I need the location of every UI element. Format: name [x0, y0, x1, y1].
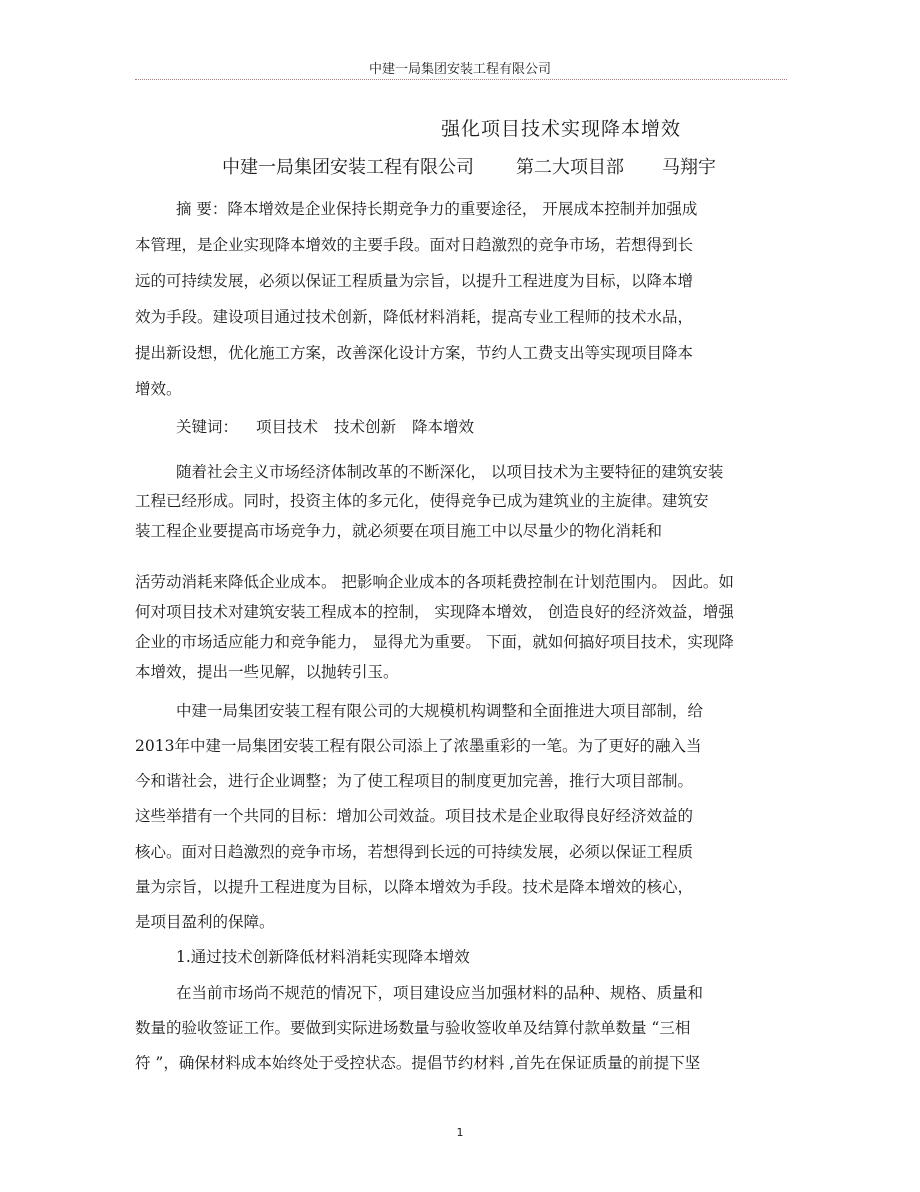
body-line: 今和谐社会，进行企业调整；为了使工程项目的制度更加完善，推行大项目部制。 [135, 772, 694, 790]
abstract-line: 本管理，是企业实现降本增效的主要手段。面对日趋激烈的竞争市场，若想得到长 [135, 236, 694, 254]
body-line: 随着社会主义市场经济体制改革的不断深化， 以项目技术为主要特征的建筑安装 [176, 463, 724, 481]
body-line: 中建一局集团安装工程有限公司的大规模机构调整和全面推进大项目部制，给 [176, 702, 704, 720]
header-divider [135, 79, 787, 80]
body-line: 工程已经形成。同时，投资主体的多元化，使得竞争已成为建筑业的主旋律。建筑安 [135, 492, 709, 510]
abstract-line: 效为手段。建设项目通过技术创新，降低材料消耗，提高专业工程师的技术水品， [135, 308, 694, 326]
abstract-line: 增效。 [135, 380, 182, 398]
body-line: 2013年中建一局集团安装工程有限公司添上了浓墨重彩的一笔。为了更好的融入当 [135, 737, 702, 755]
keyword-item: 技术创新 [334, 418, 397, 436]
keywords-label: 关键词： [176, 418, 239, 436]
body-line: 这些举措有一个共同的目标：增加公司效益。项目技术是企业取得良好经济效益的 [135, 807, 694, 825]
body-line: 核心。面对日趋激烈的竞争市场，若想得到长远的可持续发展，必须以保证工程质 [135, 843, 694, 861]
byline-author: 马翔宇 [662, 157, 716, 178]
running-header: 中建一局集团安装工程有限公司 [368, 62, 551, 77]
body-line: 是项目盈利的保障。 [135, 913, 275, 931]
page-number: 1 [456, 1126, 464, 1139]
body-line: 企业的市场适应能力和竞争能力， 显得尤为重要。 下面，就如何搞好项目技术，实现降 [135, 633, 734, 651]
body-line: 符 ”，确保材料成本始终处于受控状态。提倡节约材料 ,首先在保证质量的前提下坚 [135, 1054, 701, 1072]
byline-dept: 第二大项目部 [516, 157, 624, 178]
body-line: 何对项目技术对建筑安装工程成本的控制， 实现降本增效， 创造良好的经济效益，增强 [135, 603, 734, 621]
abstract-line: 远的可持续发展，必须以保证工程质量为宗旨，以提升工程进度为目标，以降本增 [135, 272, 694, 290]
byline [222, 153, 716, 179]
section-heading: 1.通过技术创新降低材料消耗实现降本增效 [176, 948, 470, 966]
keywords [176, 415, 474, 437]
body-line: 在当前市场尚不规范的情况下，项目建设应当加强材料的品种、规格、质量和 [176, 984, 704, 1002]
body-line: 本增效，提出一些见解，以抛转引玉。 [135, 663, 399, 681]
keyword-item: 项目技术 [256, 418, 319, 436]
body-line: 活劳动消耗来降低企业成本。 把影响企业成本的各项耗费控制在计划范围内。 因此。如 [135, 573, 734, 591]
body-line: 数量的验收签证工作。要做到实际进场数量与验收签收单及结算付款单数量 “三相 [135, 1019, 691, 1037]
article-title: 强化项目技术实现降本增效 [441, 118, 682, 140]
abstract-line: 提出新设想，优化施工方案，改善深化设计方案，节约人工费支出等实现项目降本 [135, 344, 694, 362]
body-line: 量为宗旨，以提升工程进度为目标，以降本增效为手段。技术是降本增效的核心， [135, 878, 694, 896]
byline-company: 中建一局集团安装工程有限公司 [222, 157, 474, 178]
keyword-item: 降本增效 [412, 418, 475, 436]
body-line: 装工程企业要提高市场竞争力，就必须要在项目施工中以尽量少的物化消耗和 [135, 522, 663, 540]
abstract-line: 摘 要：降本增效是企业保持长期竞争力的重要途径， 开展成本控制并加强成 [176, 200, 698, 218]
